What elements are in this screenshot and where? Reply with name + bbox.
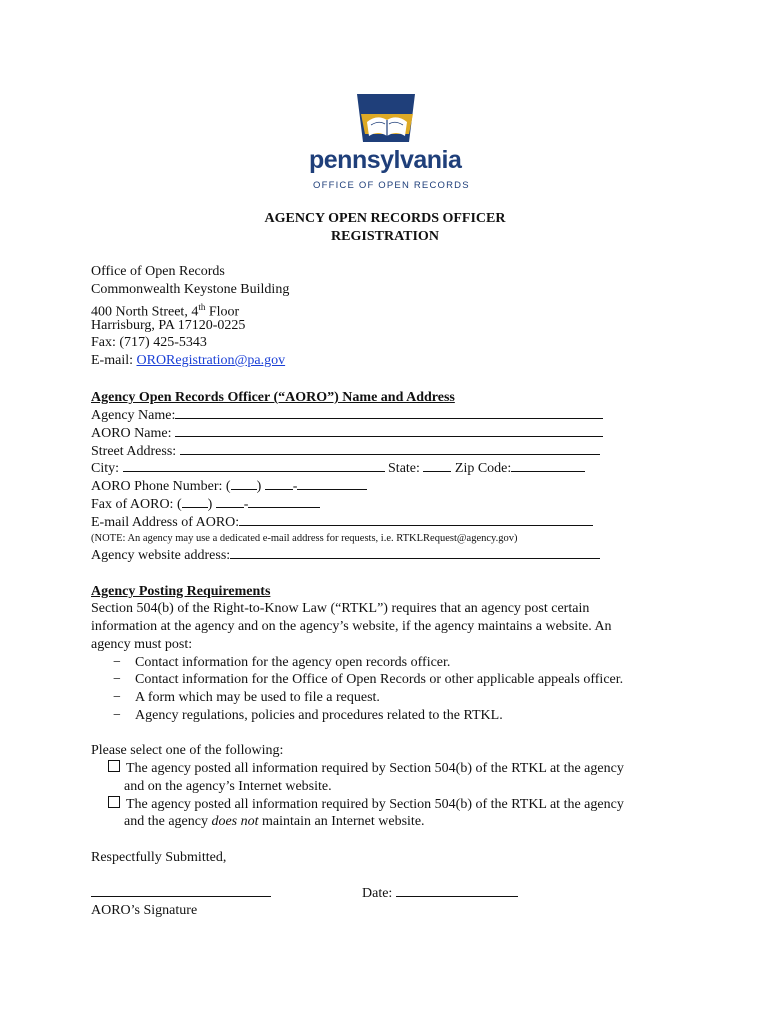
posting-paragraph-line1: Section 504(b) of the Right-to-Know Law (“RTKL”) requires that an agency post certain: [91, 601, 590, 616]
option-website-line2: and on the agency’s Internet website.: [124, 779, 332, 794]
posting-item: − Contact information for the Office of Open Records or other applicable appeals officer.: [113, 672, 624, 687]
posting-item: − Contact information for the agency open records officer.: [113, 655, 451, 670]
logo-wordmark: pennsylvania: [309, 146, 462, 174]
address-org: Office of Open Records: [91, 264, 225, 279]
option-no-website-checkbox[interactable]: [108, 796, 120, 808]
posting-paragraph-line2: information at the agency and on the agency’s website, if the agency maintains a website. An: [91, 619, 612, 634]
aoro-email-field[interactable]: [239, 513, 593, 526]
email-link[interactable]: ORORegistration@pa.gov: [136, 353, 286, 368]
posting-item: − A form which may be used to file a request.: [113, 690, 380, 705]
fax-row: Fax of AORO: ( ) -: [91, 495, 320, 514]
date-row: Date:: [362, 884, 518, 903]
fax-area-field[interactable]: [182, 495, 208, 508]
logo-subtitle: OFFICE OF OPEN RECORDS: [313, 180, 470, 191]
phone-line-field[interactable]: [297, 477, 367, 490]
phone-row: AORO Phone Number: ( ) -: [91, 477, 367, 496]
city-state-zip-row: City: State: Zip Code:: [91, 459, 585, 478]
address-building: Commonwealth Keystone Building: [91, 282, 290, 297]
website-field[interactable]: [230, 546, 600, 559]
address-fax: Fax: (717) 425-5343: [91, 335, 207, 350]
fax-prefix-field[interactable]: [216, 495, 244, 508]
signature-label: AORO’s Signature: [91, 903, 198, 918]
aoro-section-heading: Agency Open Records Officer (“AORO”) Name and Address: [91, 390, 455, 405]
street-address-field[interactable]: [180, 442, 600, 455]
fax-line-field[interactable]: [248, 495, 320, 508]
signature-field[interactable]: [91, 884, 271, 903]
email-row: E-mail Address of AORO:: [91, 513, 593, 532]
option-website-checkbox[interactable]: [108, 760, 120, 772]
address-email: E-mail: ORORegistration@pa.gov: [91, 353, 286, 368]
phone-prefix-field[interactable]: [265, 477, 293, 490]
option-no-website-line2: and the agency does not maintain an Internet website.: [124, 814, 425, 829]
respectfully-submitted: Respectfully Submitted,: [91, 850, 227, 865]
address-city: Harrisburg, PA 17120-0225: [91, 318, 246, 333]
posting-item: − Agency regulations, policies and procedures related to the RTKL.: [113, 708, 503, 723]
aoro-name-field[interactable]: [175, 424, 603, 437]
street-address-row: Street Address:: [91, 442, 600, 461]
state-field[interactable]: [423, 459, 451, 472]
agency-name-field[interactable]: [175, 406, 603, 419]
document-title-line2: REGISTRATION: [331, 229, 439, 244]
date-field[interactable]: [396, 884, 518, 897]
posting-paragraph-line3: agency must post:: [91, 637, 193, 652]
document-title-line1: AGENCY OPEN RECORDS OFFICER: [264, 211, 506, 226]
option-website-row: The agency posted all information required by Section 504(b) of the RTKL at the agency: [108, 760, 624, 778]
website-row: Agency website address:: [91, 546, 600, 565]
email-note: (NOTE: An agency may use a dedicated e-mail address for requests, i.e. RTKLRequest@agency.gov): [91, 533, 518, 544]
agency-name-row: Agency Name:: [91, 406, 603, 425]
zip-field[interactable]: [511, 459, 585, 472]
city-field[interactable]: [123, 459, 385, 472]
phone-area-field[interactable]: [231, 477, 257, 490]
option-no-website-row: The agency posted all information required by Section 504(b) of the RTKL at the agency: [108, 796, 624, 814]
pa-logo: [305, 92, 465, 192]
selection-prompt: Please select one of the following:: [91, 743, 284, 758]
keystone-book-icon: [305, 92, 465, 148]
aoro-name-row: AORO Name:: [91, 424, 603, 443]
address-street: 400 North Street, 4th Floor: [91, 302, 240, 320]
posting-heading: Agency Posting Requirements: [91, 584, 271, 599]
